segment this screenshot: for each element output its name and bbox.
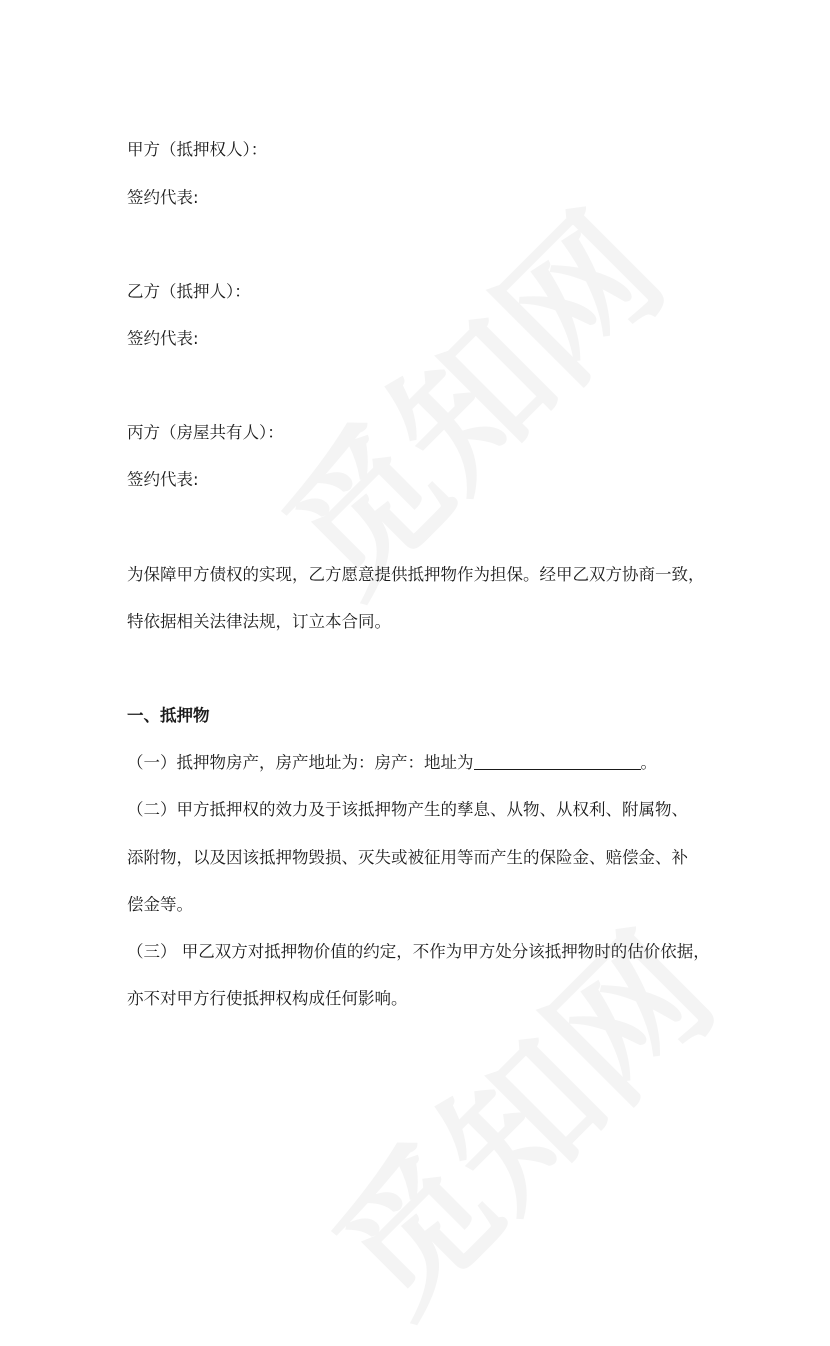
clause-1-text: （一）抵押物房产，房产地址为：房产：地址为	[127, 753, 474, 772]
watermark	[263, 193, 687, 617]
section-heading: 一、抵押物	[127, 706, 210, 725]
clause-2-line-1: （二）甲方抵押权的效力及于该抵押物产生的孳息、从物、从权利、附属物、	[127, 800, 688, 819]
party-b-representative: 签约代表:	[127, 329, 199, 348]
clause-3-line-1: （三） 甲乙双方对抵押物价值的约定，不作为甲方处分该抵押物时的估价依据，	[127, 942, 710, 961]
party-a-label: 甲方（抵押权人）：	[127, 140, 268, 159]
party-c-representative: 签约代表:	[127, 470, 199, 489]
clause-1-end: 。	[640, 753, 657, 772]
clause-2-line-2: 添附物，以及因该抵押物毁损、灭失或被征用等而产生的保险金、赔偿金、补	[127, 848, 688, 867]
clause-2-line-3: 偿金等。	[127, 895, 193, 914]
party-a-representative: 签约代表:	[127, 188, 199, 207]
address-blank-line	[474, 751, 641, 770]
clause-3-line-2: 亦不对甲方行使抵押权构成任何影响。	[127, 989, 408, 1008]
watermark	[313, 913, 737, 1337]
party-c-label: 丙方（房屋共有人）：	[127, 423, 284, 442]
party-b-label: 乙方（抵押人）：	[127, 282, 251, 301]
preamble-line-2: 特依据相关法律法规，订立本合同。	[127, 612, 391, 631]
preamble-line-1: 为保障甲方债权的实现，乙方愿意提供抵押物作为担保。经甲乙双方协商一致，	[127, 565, 705, 584]
clause-1	[127, 751, 657, 775]
